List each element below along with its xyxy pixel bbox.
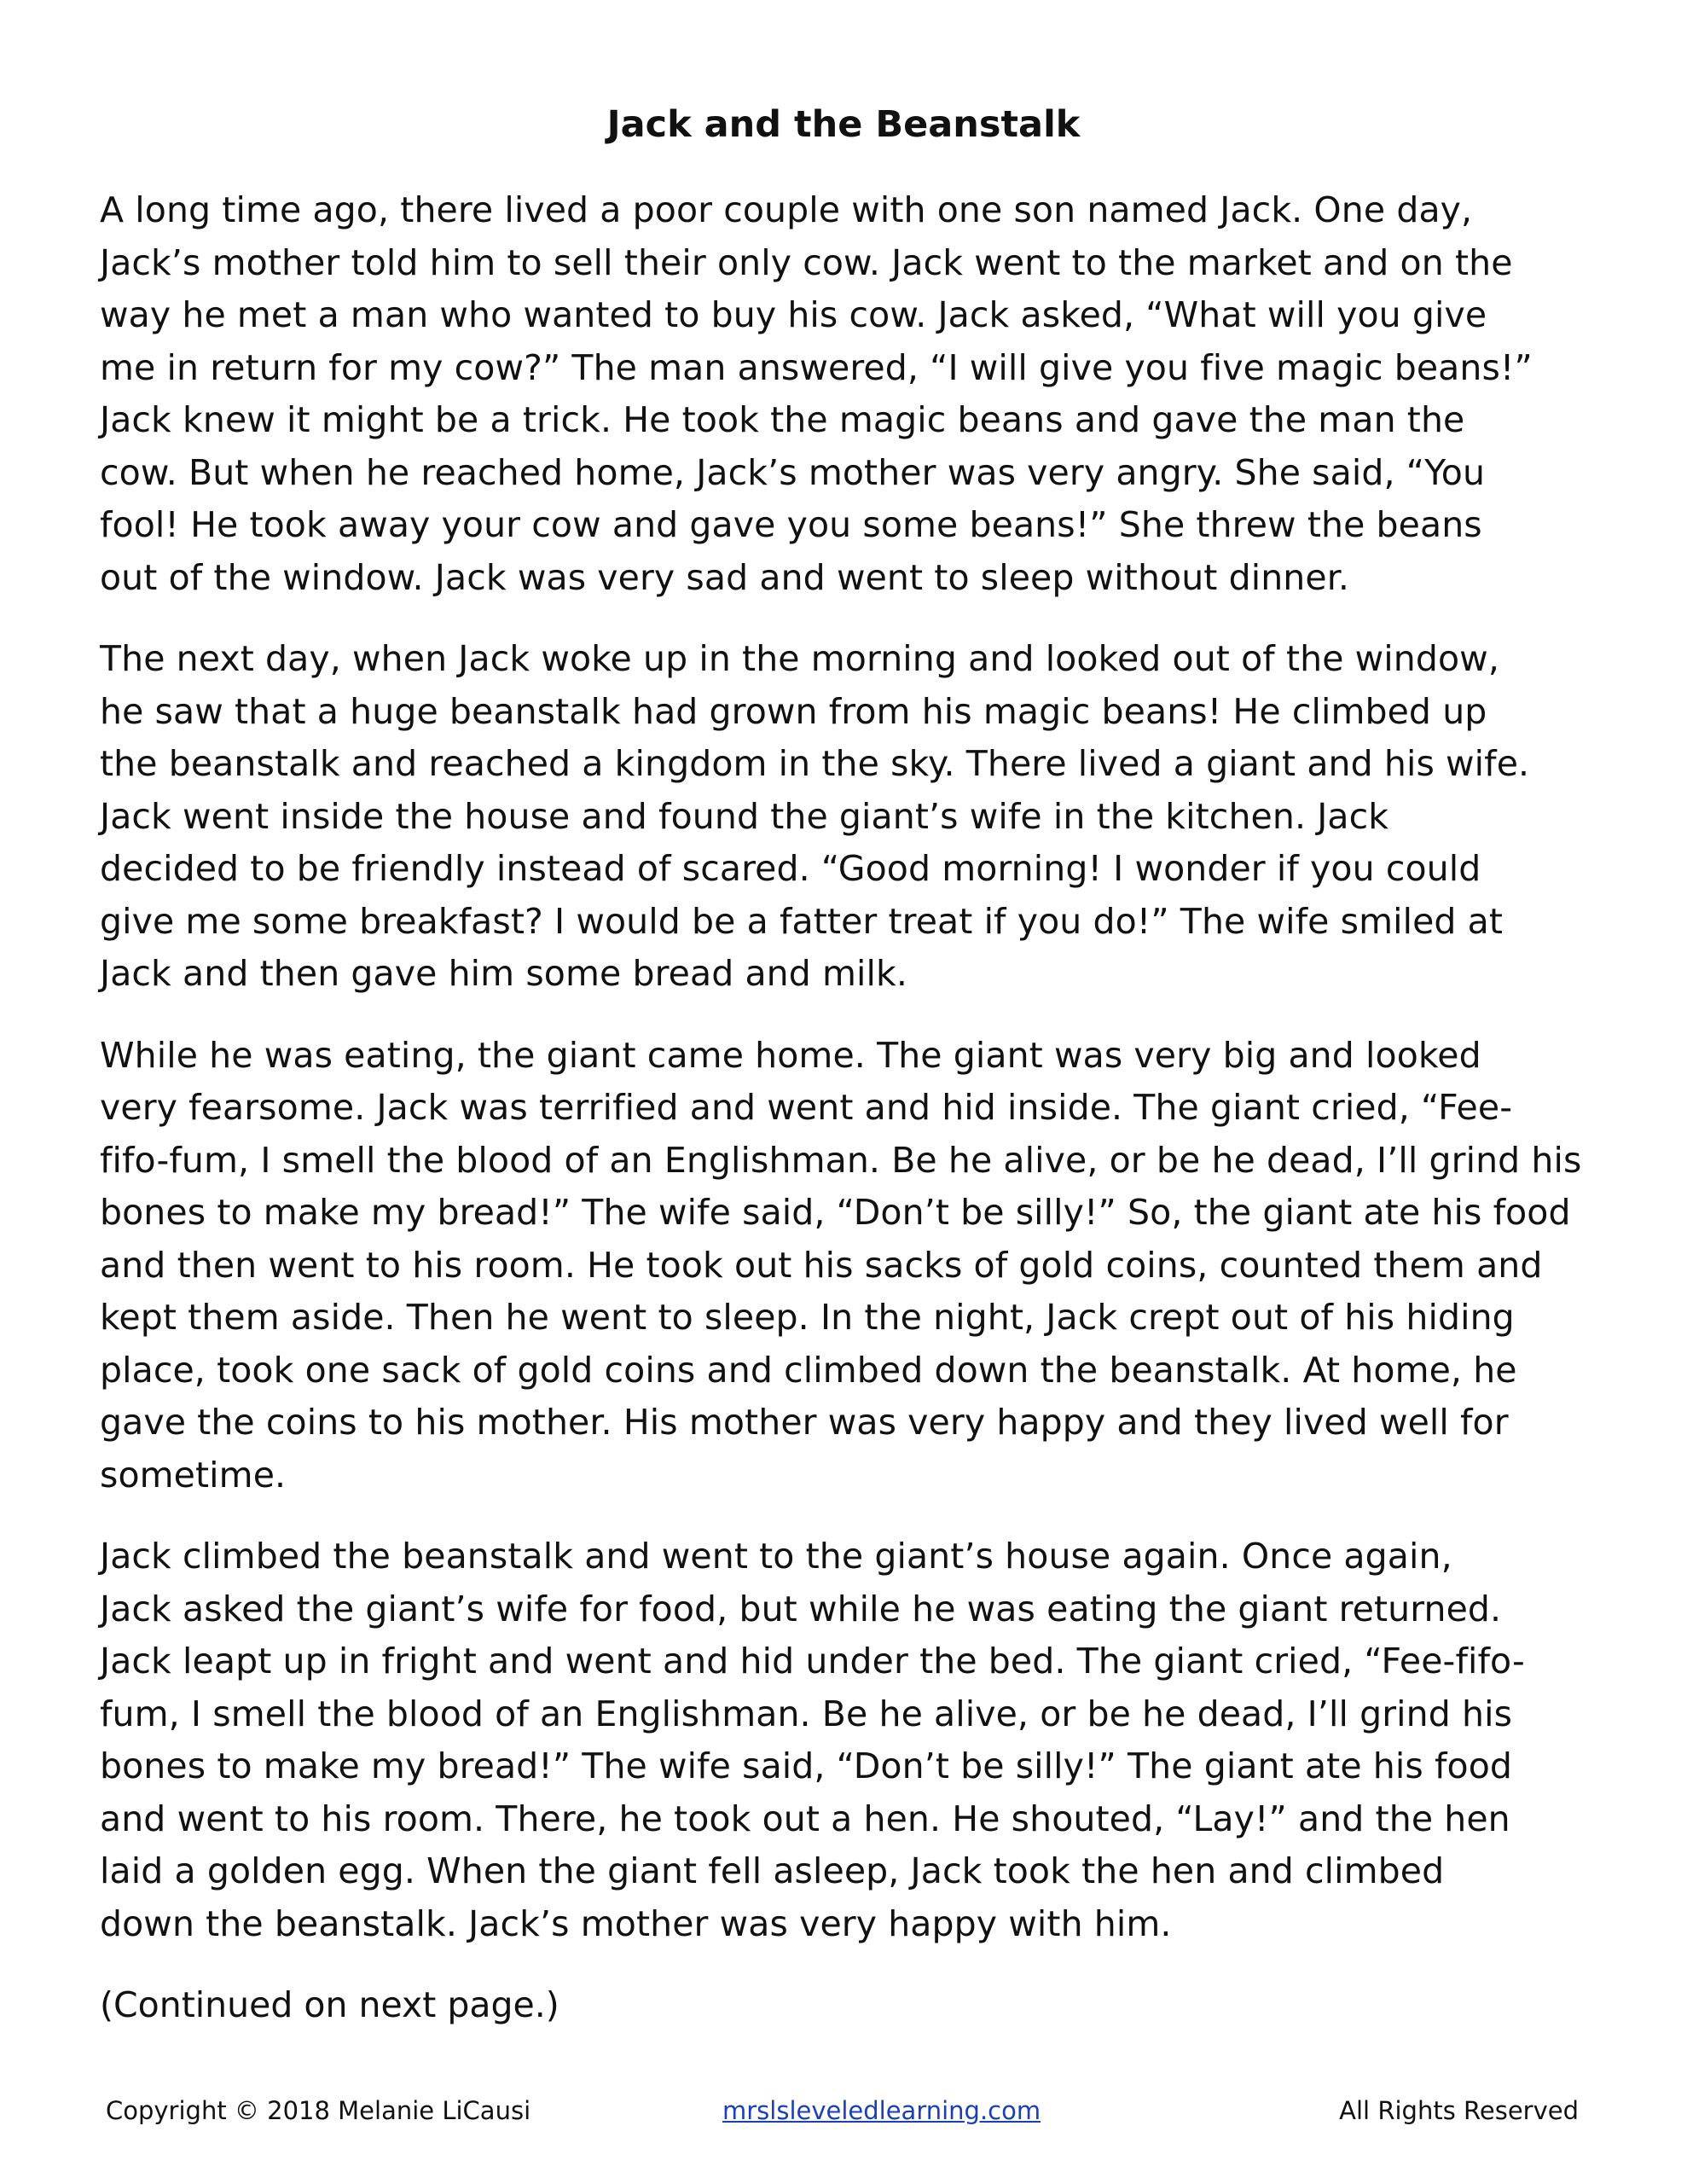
story-body — [100, 184, 1601, 2032]
paragraph-line: and went to his room. There, he took out a hen. He shouted, “Lay!” and the hen — [100, 1798, 1510, 1839]
paragraph-line: give me some breakfast? I would be a fatter treat if you do!” The wife smiled at — [100, 900, 1504, 942]
paragraph-line: me in return for my cow?” The man answered, “I will give you five magic beans!” — [100, 346, 1533, 388]
paragraph-line: the beanstalk and reached a kingdom in the sky. There lived a giant and his wife. — [100, 743, 1530, 784]
paragraph-line: fool! He took away your cow and gave you some beans!” She threw the beans — [100, 504, 1482, 545]
paragraph-line: cow. But when he reached home, Jack’s mother was very angry. She said, “You — [100, 451, 1486, 493]
paragraph-line: laid a golden egg. When the giant fell asleep, Jack took the hen and climbed — [100, 1850, 1445, 1891]
rights-notice: All Rights Reserved — [1339, 2096, 1579, 2125]
paragraph-line: way he met a man who wanted to buy his cow. Jack asked, “What will you give — [100, 294, 1487, 335]
paragraph-line: very fearsome. Jack was terrified and went and hid inside. The giant cried, “Fee- — [100, 1087, 1513, 1128]
paragraph-line: Jack and then gave him some bread and milk. — [100, 953, 908, 994]
paragraph-line: fifo-fum, I smell the blood of an Englishman. Be he alive, or be he dead, I’ll grind his — [100, 1139, 1582, 1181]
paragraph-line: A long time ago, there lived a poor couple with one son named Jack. One day, — [100, 189, 1473, 230]
paragraph-line: and then went to his room. He took out his sacks of gold coins, counted them and — [100, 1244, 1543, 1286]
copyright-notice: Copyright © 2018 Melanie LiCausi — [106, 2096, 531, 2125]
paragraph-line: decided to be friendly instead of scared. “Good morning! I wonder if you could — [100, 848, 1481, 889]
continued-note: (Continued on next page.) — [100, 1984, 559, 2025]
paragraph-line: Jack asked the giant’s wife for food, but while he was eating the giant returned. — [100, 1588, 1502, 1629]
paragraph-line: While he was eating, the giant came home. The giant was very big and looked — [100, 1034, 1481, 1076]
paragraph-line: bones to make my bread!” The wife said, “Don’t be silly!” So, the giant ate his food — [100, 1192, 1571, 1233]
paragraph-line: he saw that a huge beanstalk had grown from his magic beans! He climbed up — [100, 690, 1487, 732]
paragraph-4 — [100, 1531, 1601, 1950]
paragraph-line: Jack climbed the beanstalk and went to the giant’s house again. Once again, — [100, 1536, 1452, 1577]
paragraph-line: fum, I smell the blood of an Englishman. Be he alive, or be he dead, I’ll grind his — [100, 1693, 1513, 1734]
paragraph-2 — [100, 633, 1601, 1001]
website-link[interactable]: mrslsleveledlearning.com — [722, 2096, 1041, 2125]
paragraph-line: Jack knew it might be a trick. He took the magic beans and gave the man the — [100, 399, 1465, 440]
paragraph-line: place, took one sack of gold coins and climbed down the beanstalk. At home, he — [100, 1349, 1517, 1391]
paragraph-line: Jack’s mother told him to sell their only cow. Jack went to the market and on the — [100, 241, 1513, 283]
paragraph-3 — [100, 1030, 1601, 1502]
paragraph-line: Jack went inside the house and found the giant’s wife in the kitchen. Jack — [100, 795, 1389, 837]
paragraph-1 — [100, 184, 1601, 604]
paragraph-line: kept them aside. Then he went to sleep. In the night, Jack crept out of his hiding — [100, 1297, 1515, 1338]
paragraph-line: down the beanstalk. Jack’s mother was very happy with him. — [100, 1902, 1172, 1944]
paragraph-line: bones to make my bread!” The wife said, “Don’t be silly!” The giant ate his food — [100, 1745, 1513, 1786]
page-footer — [0, 2092, 1687, 2129]
paragraph-line: The next day, when Jack woke up in the morning and looked out of the window, — [100, 638, 1499, 679]
paragraph-line: gave the coins to his mother. His mother was very happy and they lived well for — [100, 1402, 1509, 1443]
paragraph-line: Jack leapt up in fright and went and hid under the bed. The giant cried, “Fee-fifo- — [100, 1641, 1525, 1682]
page-title: Jack and the Beanstalk — [606, 103, 1081, 146]
paragraph-line: sometime. — [100, 1454, 287, 1496]
paragraph-line: out of the window. Jack was very sad and went to sleep without dinner. — [100, 556, 1350, 598]
